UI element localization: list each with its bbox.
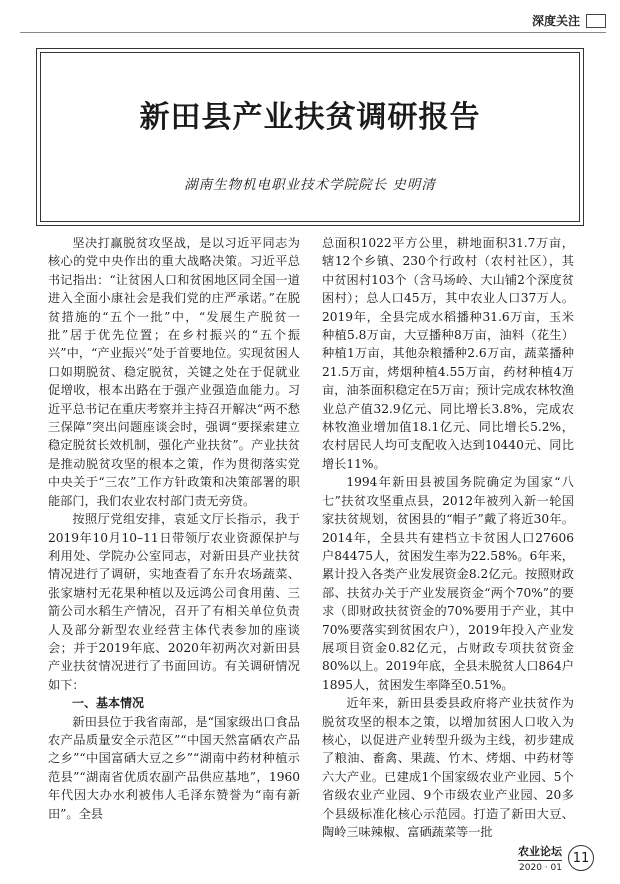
- paragraph: 按照厅党组安排，袁延文厅长指示，我于2019年10月10–11日带领厅农业资源保护与利用处、学院办公室同志，对新田县产业扶贫情况进行了调研，实地查看了东升农场蔬菜、张家塘村无花果种植以及远鸿公司食用菌、三箭公司水稻生产情况，召开了有相关单位负责人及部分新型农业经营主体代表参加的座谈会；并于2019年底、2020年初两次对新田县产业扶贫情况进行了书面回访。有关调研情况如下：: [48, 512, 300, 692]
- paragraph: 坚决打赢脱贫攻坚战，是以习近平同志为核心的党中央作出的重大战略决策。习近平总书记指出：“让贫困人口和贫困地区同全国一道进入全面小康社会是我们党的庄严承诺。”在脱贫措施的“五个一批”中，“发展生产脱贫一批”居于优先位置；在乡村振兴的“五个振兴”中，“产业振兴”处于首要地位。实现贫困人口如期脱贫、稳定脱贫，关键之处在于促就业促增收，根本出路在于强产业强造血能力。习近平总书记在重庆考察并主持召开解决“两不愁三保障”突出问题座谈会时，强调“要探索建立稳定脱贫长效机制，强化产业扶贫”。产业扶贫是推动脱贫攻坚的根本之策，作为贯彻落实党中央关于“三农”工作方针政策和决策部署的职能部门，我们农业农村部门责无旁贷。: [48, 236, 300, 508]
- section-label: 深度关注: [531, 14, 580, 28]
- article-author: 湖南生物机电职业技术学院院长 史明清: [184, 177, 436, 193]
- top-rule: [20, 32, 606, 33]
- journal-name: 农业论坛: [518, 843, 562, 861]
- title-frame-inner: [40, 52, 580, 222]
- journal-info: [518, 843, 562, 873]
- section-tag: [532, 12, 606, 29]
- section-box-icon: [586, 14, 606, 28]
- title-frame: [36, 48, 584, 226]
- article-title: 新田县产业扶贫调研报告: [139, 100, 481, 135]
- right-column: [322, 234, 574, 841]
- section-heading: 一、基本情况: [72, 696, 145, 711]
- paragraph: 1994年新田县被国务院确定为国家“八七”扶贫攻坚重点县，2012年被列入新一轮国家扶贫规划，贫困县的“帽子”戴了将近30年。2014年，全县共有建档立卡贫困人口27606户84475人，贫困发生率为22.58%。6年来，累计投入各类产业发展资金8.2亿元。按照财政部、扶贫办关于产业发展资金“两个70%”的要求（即财政扶贫资金的70%要用于产业，其中70%要落实到贫困农户），2019年投入产业发展项目资金0.82亿元，占财政专项扶贫资金80%以上。2019年底，全县未脱贫人口864户1895人，贫困发生率降至0.51%。: [322, 475, 574, 692]
- page-number: 11: [568, 845, 594, 871]
- page-footer: [518, 843, 594, 873]
- left-column: [48, 234, 300, 823]
- paragraph: 近年来，新田县委县政府将产业扶贫作为脱贫攻坚的根本之策，以增加贫困人口收入为核心，以促进产业转型升级为主线，初步建成了粮油、畜禽、果蔬、竹木、烤烟、中药材等六大产业。已建成1个国家级农业产业园、5个省级农业产业园、9个市级农业产业园、20多个县级标准化核心示范园。打造了新田大豆、陶岭三味辣椒、富硒蔬菜等一批: [322, 696, 574, 839]
- paragraph: 新田县位于我省南部，是“国家级出口食品农产品质量安全示范区”“中国天然富硒农产品之乡”“中国富硒大豆之乡”“湖南中药材种植示范县”“湖南省优质农副产品供应基地”，1960年代因大办水利被伟人毛泽东赞誉为“南有新田”。全县: [48, 714, 300, 821]
- journal-issue: 2020 · 01: [519, 863, 562, 873]
- paragraph: 总面积1022平方公里，耕地面积31.7万亩，辖12个乡镇、230个行政村（农村社区），其中贫困村103个（含马场岭、大山铺2个深度贫困村）；总人口45万，其中农业人口37万人。2019年，全县完成水稻播种31.6万亩，玉米种植5.8万亩，大豆播种8万亩，油料（花生）种植1万亩，其他杂粮播种2.6万亩，蔬菜播种21.5万亩，烤烟种植4.55万亩，药材种植4万亩，油茶面积稳定在5万亩；预计完成农林牧渔业总产值32.9亿元、同比增长3.8%，完成农林牧渔业增加值18.1亿元、同比增长5.2%，农村居民人均可支配收入达到10440元、同比增长11%。: [322, 236, 574, 471]
